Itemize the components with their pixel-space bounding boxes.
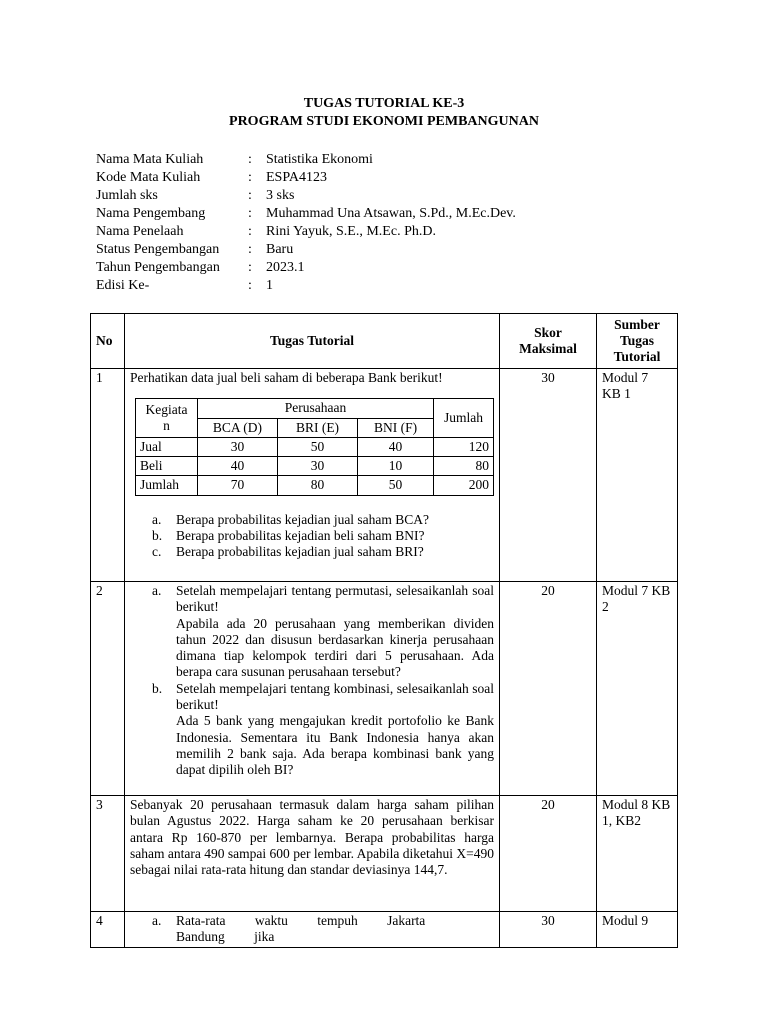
inner-cell: 30 (198, 437, 278, 456)
meta-sep: : (248, 170, 252, 185)
inner-col-header: BNI (F) (358, 418, 434, 437)
meta-sep: : (248, 242, 252, 257)
inner-total: 80 (434, 457, 494, 476)
inner-cell: 50 (278, 437, 358, 456)
inner-cell: 80 (278, 476, 358, 495)
inner-header-jumlah: Jumlah (434, 399, 494, 438)
question-text: Berapa probabilitas kejadian beli saham BNI? (176, 528, 425, 544)
meta-value: 2023.1 (266, 260, 305, 275)
row-skor: 20 (500, 796, 597, 912)
row-task: Sebanyak 20 perusahaan termasuk dalam harga saham pilihan bulan Agustus 2022. Harga saham ke 20 perusahaan berkisar antara Rp 160-870 per lembarnya. Berapa probabilitas harga saham antara 490 sampai 600 per lembar. Apabila diketahui X=490 sebagai nilai rata-rata hitung dan standar deviasinya 144,7. (125, 796, 500, 912)
row-no: 2 (91, 582, 125, 796)
tutorial-table (90, 313, 678, 948)
kegiatan-line: n (163, 418, 170, 434)
document-subtitle: PROGRAM STUDI EKONOMI PEMBANGUNAN (229, 114, 539, 129)
row-sumber: Modul 8 KB 1, KB2 (597, 796, 678, 912)
header-skor-line: Maksimal (519, 341, 577, 356)
meta-sep: : (248, 260, 252, 275)
question-detail: Ada 5 bank yang mengajukan kredit portofolio ke Bank Indonesia. Sementara itu Bank Indonesia hanya akan memilih 2 bank saja. Ada berapa kombinasi bank yang dapat dipilih oleh BI? (176, 713, 494, 778)
inner-cell: 50 (358, 476, 434, 495)
meta-key: Nama Mata Kuliah (96, 152, 204, 167)
meta-key: Edisi Ke- (96, 278, 150, 293)
inner-row (136, 457, 494, 476)
meta-value: 1 (266, 278, 273, 293)
inner-cell: 70 (198, 476, 278, 495)
list-item (152, 913, 494, 946)
inner-header-row (136, 399, 494, 418)
kegiatan-line: Kegiata (145, 401, 188, 417)
inner-header-perusahaan: Perusahaan (198, 399, 434, 418)
row-task (125, 369, 500, 582)
row-skor: 30 (500, 369, 597, 582)
meta-row (96, 277, 516, 295)
inner-cell: 10 (358, 457, 434, 476)
list-item (152, 583, 494, 681)
question-list (152, 913, 494, 946)
meta-row (96, 205, 516, 223)
meta-sep: : (248, 224, 252, 239)
list-marker: b. (152, 528, 163, 544)
inner-row (136, 437, 494, 456)
meta-key: Kode Mata Kuliah (96, 170, 201, 185)
inner-label: Jual (136, 437, 198, 456)
meta-key: Nama Penelaah (96, 224, 184, 239)
question-text: Berapa probabilitas kejadian jual saham BRI? (176, 544, 424, 560)
row-no: 1 (91, 369, 125, 582)
header-skor-line: Skor (534, 324, 562, 340)
sumber-line: KB 1 (602, 386, 631, 402)
inner-cell: 30 (278, 457, 358, 476)
list-item (152, 544, 494, 560)
list-item (152, 528, 494, 544)
question-detail: Apabila ada 20 perusahaan yang memberikan dividen tahun 2022 dan disusun berdasarkan kinerja perusahaan dimana tiap kelompok terdiri dari 5 perusahaan. Ada berapa cara susunan perusahaan tersebut? (176, 615, 494, 680)
meta-sep: : (248, 278, 252, 293)
meta-key: Nama Pengembang (96, 206, 206, 221)
inner-cell: 40 (198, 457, 278, 476)
meta-row (96, 223, 516, 241)
row-skor: 30 (500, 912, 597, 948)
header-sumber-line: Tutorial (613, 349, 661, 365)
inner-total: 200 (434, 476, 494, 495)
question-text: Setelah mempelajari tentang kombinasi, selesaikanlah soal berikut! (176, 680, 494, 713)
inner-header-kegiatan (136, 399, 198, 438)
stock-data-table (135, 398, 494, 495)
inner-row (136, 476, 494, 495)
inner-col-header: BCA (D) (198, 418, 278, 437)
meta-key: Jumlah sks (96, 188, 158, 203)
inner-cell: 40 (358, 437, 434, 456)
course-info (96, 151, 516, 295)
table-row (91, 912, 678, 948)
list-item (152, 681, 494, 779)
task-intro: Perhatikan data jual beli saham di beberapa Bank berikut! (130, 370, 443, 385)
header-no: No (91, 314, 125, 369)
meta-row (96, 151, 516, 169)
row-task (125, 582, 500, 796)
table-row (91, 796, 678, 912)
table-row (91, 369, 678, 582)
meta-key: Status Pengembangan (96, 242, 220, 257)
question-text: Rata-rata waktu tempuh Jakarta Bandung jika (176, 913, 426, 945)
header-sumber-line: Sumber (614, 316, 660, 332)
meta-row (96, 241, 516, 259)
list-marker: a. (152, 511, 162, 527)
row-sumber: Modul 9 (597, 912, 678, 948)
table-header-row (91, 314, 678, 369)
meta-key: Tahun Pengembangan (96, 260, 220, 275)
row-skor: 20 (500, 582, 597, 796)
list-marker: a. (152, 913, 162, 928)
sumber-line: Modul 7 (602, 370, 649, 385)
meta-value: Statistika Ekonomi (266, 152, 373, 167)
meta-value: Muhammad Una Atsawan, S.Pd., M.Ec.Dev. (266, 206, 516, 221)
header-sumber-line: Tugas (619, 332, 655, 348)
meta-value: ESPA4123 (266, 170, 327, 185)
question-text: Setelah mempelajari tentang permutasi, selesaikanlah soal berikut! (176, 583, 494, 615)
inner-col-header: BRI (E) (278, 418, 358, 437)
meta-value: Baru (266, 242, 294, 257)
row-no: 3 (91, 796, 125, 912)
inner-total: 120 (434, 437, 494, 456)
list-marker: b. (152, 680, 163, 696)
header-sumber (597, 314, 678, 369)
meta-value: Rini Yayuk, S.E., M.Ec. Ph.D. (266, 224, 436, 239)
list-item (152, 512, 494, 528)
meta-sep: : (248, 206, 252, 221)
row-sumber: Modul 7 KB 2 (597, 582, 678, 796)
inner-label: Jumlah (136, 476, 198, 495)
question-text: Berapa probabilitas kejadian jual saham BCA? (176, 511, 430, 527)
list-marker: a. (152, 583, 162, 598)
document-title: TUGAS TUTORIAL KE-3 (303, 96, 465, 111)
table-row (91, 582, 678, 796)
meta-value: 3 sks (266, 188, 295, 203)
row-task (125, 912, 500, 948)
row-sumber (597, 369, 678, 582)
list-marker: c. (152, 544, 162, 560)
meta-row (96, 169, 516, 187)
meta-sep: : (248, 152, 252, 167)
header-skor (500, 314, 597, 369)
question-list (152, 583, 494, 779)
header-tugas: Tugas Tutorial (125, 314, 500, 369)
meta-sep: : (248, 188, 252, 203)
meta-row (96, 259, 516, 277)
meta-row (96, 187, 516, 205)
inner-label: Beli (136, 457, 198, 476)
row-no: 4 (91, 912, 125, 948)
question-list (152, 512, 494, 561)
